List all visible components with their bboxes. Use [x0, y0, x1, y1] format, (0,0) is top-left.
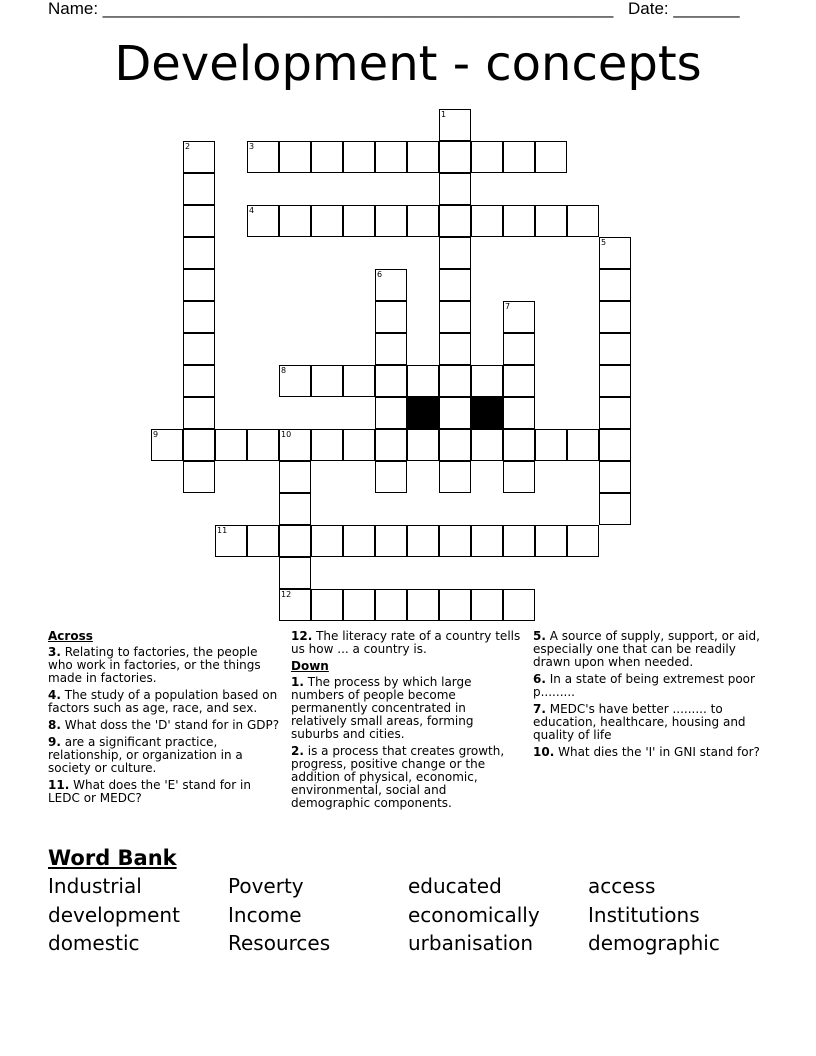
crossword-cell[interactable] — [183, 173, 215, 205]
crossword-cell[interactable] — [599, 461, 631, 493]
clue-number: 6 — [377, 270, 383, 279]
clue-number: 3 — [249, 142, 255, 151]
crossword-cell[interactable] — [439, 269, 471, 301]
clues-column-3 — [533, 630, 768, 763]
clue-number: 5 — [601, 238, 607, 247]
clue-item — [533, 673, 768, 699]
crossword-cell[interactable] — [599, 365, 631, 397]
page-title: Development - concepts — [114, 36, 702, 92]
crossword-cell[interactable] — [375, 269, 407, 301]
crossword-cell[interactable] — [503, 429, 535, 461]
clue-number: 8 — [281, 366, 287, 375]
crossword-cell[interactable] — [343, 141, 375, 173]
clue-text: What dies the 'I' in GNI stand for? — [558, 745, 760, 759]
clue-item — [533, 630, 768, 669]
crossword-cell[interactable] — [375, 461, 407, 493]
crossword-cell[interactable] — [279, 205, 311, 237]
crossword-cell[interactable] — [343, 365, 375, 397]
word-bank-title: Word Bank — [48, 846, 177, 870]
clue-number-label: 9. — [48, 735, 61, 749]
clue-number: 9 — [153, 430, 159, 439]
crossword-cell[interactable] — [407, 429, 439, 461]
crossword-cell[interactable] — [471, 525, 503, 557]
crossword-cell[interactable] — [375, 365, 407, 397]
crossword-cell[interactable] — [183, 237, 215, 269]
word-bank-word: demographic — [588, 931, 720, 955]
word-bank-word: development — [48, 902, 180, 927]
crossword-cell[interactable] — [183, 269, 215, 301]
clue-number: 2 — [185, 142, 191, 151]
crossword-cell[interactable] — [503, 397, 535, 429]
crossword-cell[interactable] — [183, 429, 215, 461]
crossword-cell[interactable] — [599, 429, 631, 461]
crossword-cell[interactable] — [439, 333, 471, 365]
crossword-cell[interactable] — [503, 525, 535, 557]
clue-number: 7 — [505, 302, 511, 311]
clue-item — [48, 646, 280, 685]
clue-text: is a process that creates growth, progress, positive change or the addition of physical, economic, environmental, social and demographic components. — [291, 744, 505, 810]
crossword-cell[interactable] — [535, 141, 567, 173]
crossword-cell[interactable] — [439, 109, 471, 141]
crossword-cell[interactable] — [375, 333, 407, 365]
crossword-cell[interactable] — [183, 365, 215, 397]
crossword-cell[interactable] — [407, 589, 439, 621]
crossword-cell[interactable] — [503, 205, 535, 237]
crossword-cell[interactable] — [471, 589, 503, 621]
crossword-cell[interactable] — [503, 365, 535, 397]
crossword-cell[interactable] — [343, 589, 375, 621]
across-heading: Across — [48, 629, 93, 643]
clue-text: The literacy rate of a country tells us how ... a country is. — [291, 629, 521, 656]
crossword-cell[interactable] — [375, 589, 407, 621]
word-bank-word: domestic — [48, 931, 140, 955]
crossword-cell[interactable] — [439, 365, 471, 397]
clue-number-label: 10. — [533, 745, 555, 759]
crossword-cell[interactable] — [599, 397, 631, 429]
crossword-cell[interactable] — [439, 141, 471, 173]
word-bank-word: Institutions — [588, 902, 700, 927]
crossword-cell[interactable] — [535, 525, 567, 557]
crossword-cell[interactable] — [407, 205, 439, 237]
crossword-cell[interactable] — [183, 397, 215, 429]
crossword-cell[interactable] — [439, 237, 471, 269]
clue-item — [533, 746, 768, 759]
crossword-cell[interactable] — [599, 493, 631, 525]
clue-number: 11 — [217, 526, 228, 535]
clue-text: are a significant practice, relationship, or organization in a society or culture. — [48, 735, 243, 775]
crossword-cell[interactable] — [599, 269, 631, 301]
clue-number: 1 — [441, 110, 447, 119]
word-bank-word: access — [588, 874, 656, 898]
clue-text: In a state of being extremest poor p......... — [533, 672, 755, 699]
clue-number-label: 2. — [291, 744, 304, 758]
clue-text: The study of a population based on factors such as age, race, and sex. — [48, 688, 278, 715]
clue-text: What does the 'E' stand for in LEDC or MEDC? — [48, 778, 251, 805]
clue-number-label: 4. — [48, 688, 61, 702]
clue-item — [48, 779, 280, 805]
clue-number: 10 — [281, 430, 292, 439]
crossword-cell[interactable] — [439, 301, 471, 333]
crossword-cell[interactable] — [471, 141, 503, 173]
crossword-cell[interactable] — [375, 397, 407, 429]
crossword-cell[interactable] — [535, 429, 567, 461]
crossword-cell[interactable] — [375, 205, 407, 237]
crossword-cell[interactable] — [215, 525, 247, 557]
word-bank-word: Industrial — [48, 874, 142, 898]
crossword-cell[interactable] — [375, 525, 407, 557]
crossword-cell[interactable] — [343, 525, 375, 557]
crossword-cell[interactable] — [311, 429, 343, 461]
crossword-cell[interactable] — [343, 205, 375, 237]
crossword-cell[interactable] — [471, 429, 503, 461]
clue-item — [291, 745, 523, 810]
crossword-cell[interactable] — [311, 525, 343, 557]
crossword-cell[interactable] — [183, 301, 215, 333]
crossword-cell[interactable] — [247, 141, 279, 173]
crossword-cell[interactable] — [503, 141, 535, 173]
crossword-cell[interactable] — [439, 429, 471, 461]
crossword-cell[interactable] — [567, 429, 599, 461]
crossword-cell[interactable] — [183, 461, 215, 493]
crossword-cell[interactable] — [151, 429, 183, 461]
crossword-cell[interactable] — [279, 493, 311, 525]
crossword-cell[interactable] — [375, 301, 407, 333]
clue-item — [48, 719, 280, 732]
crossword-cell[interactable] — [599, 301, 631, 333]
crossword-cell[interactable] — [439, 525, 471, 557]
crossword-cell[interactable] — [407, 141, 439, 173]
crossword-block-cell — [471, 397, 503, 429]
clue-item — [48, 689, 280, 715]
clue-number: 12 — [281, 590, 292, 599]
clue-number-label: 6. — [533, 672, 546, 686]
crossword-cell[interactable] — [279, 525, 311, 557]
crossword-cell[interactable] — [311, 589, 343, 621]
crossword-cell[interactable] — [439, 205, 471, 237]
clue-text: A source of supply, support, or aid, especially one that can be readily drawn upon when needed. — [533, 629, 760, 669]
crossword-cell[interactable] — [183, 141, 215, 173]
crossword-cell[interactable] — [599, 333, 631, 365]
clue-number-label: 7. — [533, 702, 546, 716]
crossword-cell[interactable] — [407, 365, 439, 397]
crossword-cell[interactable] — [311, 141, 343, 173]
word-bank-word: Resources — [228, 931, 331, 955]
clue-number-label: 8. — [48, 718, 61, 732]
word-bank-word: economically — [408, 902, 540, 927]
crossword-cell[interactable] — [503, 301, 535, 333]
clue-number-label: 12. — [291, 629, 313, 643]
word-bank-word: educated — [408, 874, 502, 898]
clue-number: 4 — [249, 206, 255, 215]
crossword-cell[interactable] — [311, 205, 343, 237]
clue-text: The process by which large numbers of people become permanently concentrated in relatively small areas, forming suburbs and cities. — [291, 675, 474, 741]
crossword-cell[interactable] — [439, 461, 471, 493]
clue-number-label: 3. — [48, 645, 61, 659]
crossword-cell[interactable] — [183, 205, 215, 237]
crossword-cell[interactable] — [503, 461, 535, 493]
word-bank-word: Income — [228, 902, 302, 927]
crossword-cell[interactable] — [599, 237, 631, 269]
crossword-cell[interactable] — [343, 429, 375, 461]
crossword-cell[interactable] — [439, 589, 471, 621]
clue-number-label: 5. — [533, 629, 546, 643]
clue-item — [48, 736, 280, 775]
word-bank-word: Poverty — [228, 874, 304, 898]
clues-column-1 — [48, 630, 280, 809]
crossword-cell[interactable] — [183, 333, 215, 365]
down-heading: Down — [291, 659, 329, 673]
crossword-cell[interactable] — [279, 365, 311, 397]
clue-number-label: 11. — [48, 778, 70, 792]
crossword-cell[interactable] — [279, 141, 311, 173]
crossword-cell[interactable] — [535, 205, 567, 237]
clue-item — [291, 676, 523, 741]
crossword-cell[interactable] — [311, 365, 343, 397]
crossword-cell[interactable] — [567, 205, 599, 237]
crossword-cell[interactable] — [247, 525, 279, 557]
crossword-cell[interactable] — [471, 365, 503, 397]
crossword-cell[interactable] — [279, 589, 311, 621]
crossword-cell[interactable] — [215, 429, 247, 461]
crossword-cell[interactable] — [375, 429, 407, 461]
name-field-label[interactable]: Name: ______________________________________________________ — [48, 0, 614, 18]
date-field-label[interactable]: Date: _______ — [628, 0, 740, 18]
crossword-cell[interactable] — [375, 141, 407, 173]
crossword-cell[interactable] — [567, 525, 599, 557]
clue-text: MEDC's have better ......... to education, healthcare, housing and quality of life — [533, 702, 746, 742]
clues-column-2 — [291, 630, 523, 814]
crossword-cell[interactable] — [439, 397, 471, 429]
clue-text: What doss the 'D' stand for in GDP? — [64, 718, 280, 732]
crossword-cell[interactable] — [279, 557, 311, 589]
word-bank-word: urbanisation — [408, 931, 534, 955]
crossword-cell[interactable] — [503, 333, 535, 365]
word-bank — [48, 844, 768, 962]
crossword-cell[interactable] — [407, 525, 439, 557]
clue-item — [533, 703, 768, 742]
crossword-cell[interactable] — [503, 589, 535, 621]
clue-item — [291, 630, 523, 656]
crossword-cell[interactable] — [279, 429, 311, 461]
crossword-cell[interactable] — [471, 205, 503, 237]
crossword-cell[interactable] — [247, 205, 279, 237]
crossword-cell[interactable] — [279, 461, 311, 493]
crossword-block-cell — [407, 397, 439, 429]
crossword-cell[interactable] — [439, 173, 471, 205]
clue-number-label: 1. — [291, 675, 304, 689]
clue-text: Relating to factories, the people who work in factories, or the things made in factories. — [48, 645, 261, 685]
crossword-cell[interactable] — [247, 429, 279, 461]
word-bank-list — [48, 872, 768, 962]
